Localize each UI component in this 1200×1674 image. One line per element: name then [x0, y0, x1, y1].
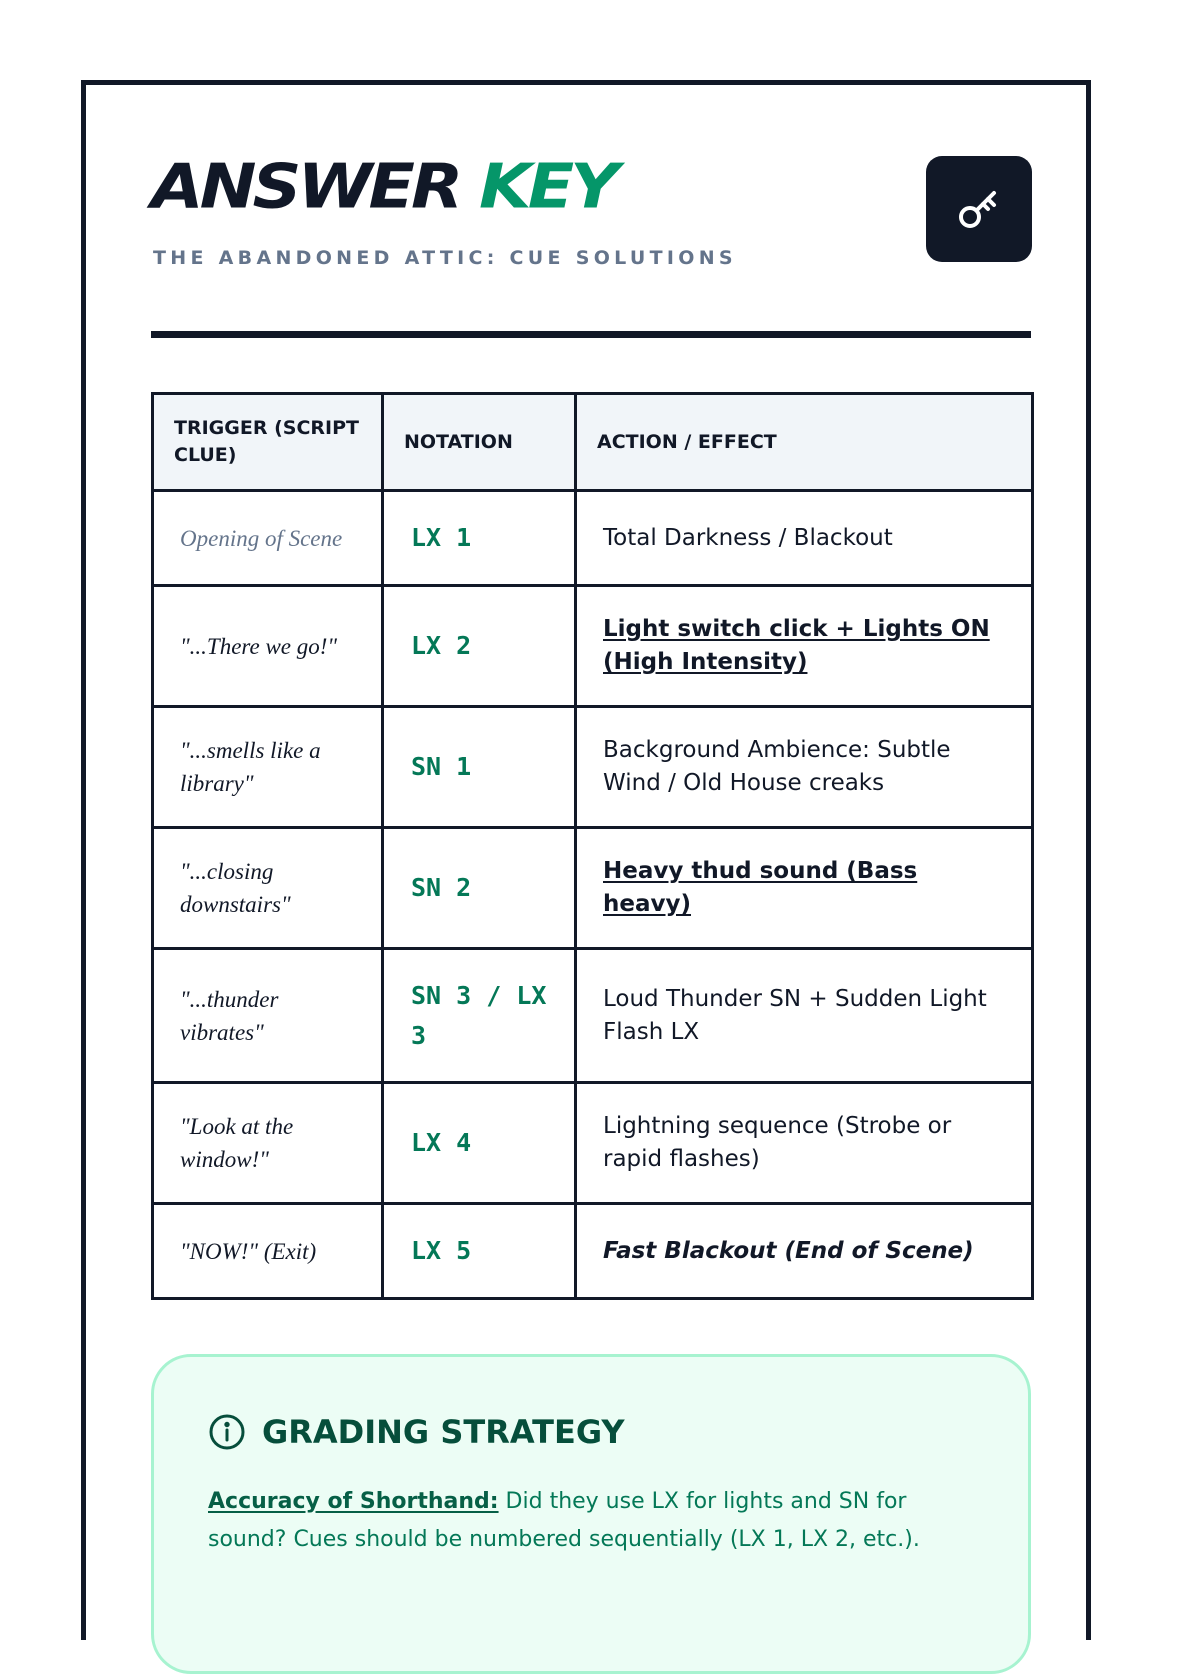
header-divider: [151, 331, 1031, 338]
action-cell: Total Darkness / Blackout: [576, 491, 1033, 586]
grading-heading: [208, 1413, 625, 1451]
grading-strategy-panel: [151, 1354, 1031, 1674]
table-row: [153, 586, 1033, 707]
table-row: [153, 707, 1033, 828]
action-cell: Loud Thunder SN + Sudden Light Flash LX: [576, 949, 1033, 1083]
trigger-cell: "Look at the window!": [153, 1083, 383, 1204]
notation-cell: LX 5: [383, 1204, 576, 1299]
trigger-cell: "...thunder vibrates": [153, 949, 383, 1083]
notation-cell: SN 1: [383, 707, 576, 828]
action-cell: Background Ambience: Subtle Wind / Old House creaks: [576, 707, 1033, 828]
notation-cell: LX 2: [383, 586, 576, 707]
notation-cell: LX 4: [383, 1083, 576, 1204]
action-cell: Heavy thud sound (Bass heavy): [576, 828, 1033, 949]
header: [151, 151, 1031, 272]
action-cell: Fast Blackout (End of Scene): [576, 1204, 1033, 1299]
table-row: [153, 828, 1033, 949]
notation-cell: SN 3 / LX 3: [383, 949, 576, 1083]
trigger-cell: "...smells like a library": [153, 707, 383, 828]
notation-cell: LX 1: [383, 491, 576, 586]
table-row: [153, 1083, 1033, 1204]
cue-table: [151, 392, 1034, 1300]
trigger-cell: "NOW!" (Exit): [153, 1204, 383, 1299]
grading-title: GRADING STRATEGY: [262, 1413, 625, 1451]
page-title: [151, 151, 616, 223]
table-row: [153, 491, 1033, 586]
page-subtitle: THE ABANDONED ATTIC: CUE SOLUTIONS: [153, 247, 737, 269]
title-answer: ANSWER: [151, 151, 460, 223]
action-cell: Light switch click + Lights ON (High Intensity): [576, 586, 1033, 707]
title-key: KEY: [479, 151, 616, 223]
table-row: [153, 949, 1033, 1083]
action-cell: Lightning sequence (Strobe or rapid flashes): [576, 1083, 1033, 1204]
grading-text: [208, 1483, 988, 1559]
info-icon: [208, 1413, 246, 1451]
notation-cell: SN 2: [383, 828, 576, 949]
key-badge: [926, 156, 1032, 262]
answer-key-sheet: [81, 80, 1091, 1640]
trigger-cell: "...closing downstairs": [153, 828, 383, 949]
table-row: [153, 1204, 1033, 1299]
column-header-action: ACTION / EFFECT: [576, 394, 1033, 491]
key-icon: [953, 183, 1005, 235]
trigger-cell: Opening of Scene: [153, 491, 383, 586]
grading-label: Accuracy of Shorthand:: [208, 1489, 499, 1514]
grading-description: Did they use LX for lights and SN for sound? Cues should be numbered sequentially (LX 1, LX 2, etc.).: [208, 1489, 920, 1552]
column-header-notation: NOTATION: [383, 394, 576, 491]
column-header-trigger: TRIGGER (SCRIPT CLUE): [153, 394, 383, 491]
table-header-row: [153, 394, 1033, 491]
trigger-cell: "...There we go!": [153, 586, 383, 707]
